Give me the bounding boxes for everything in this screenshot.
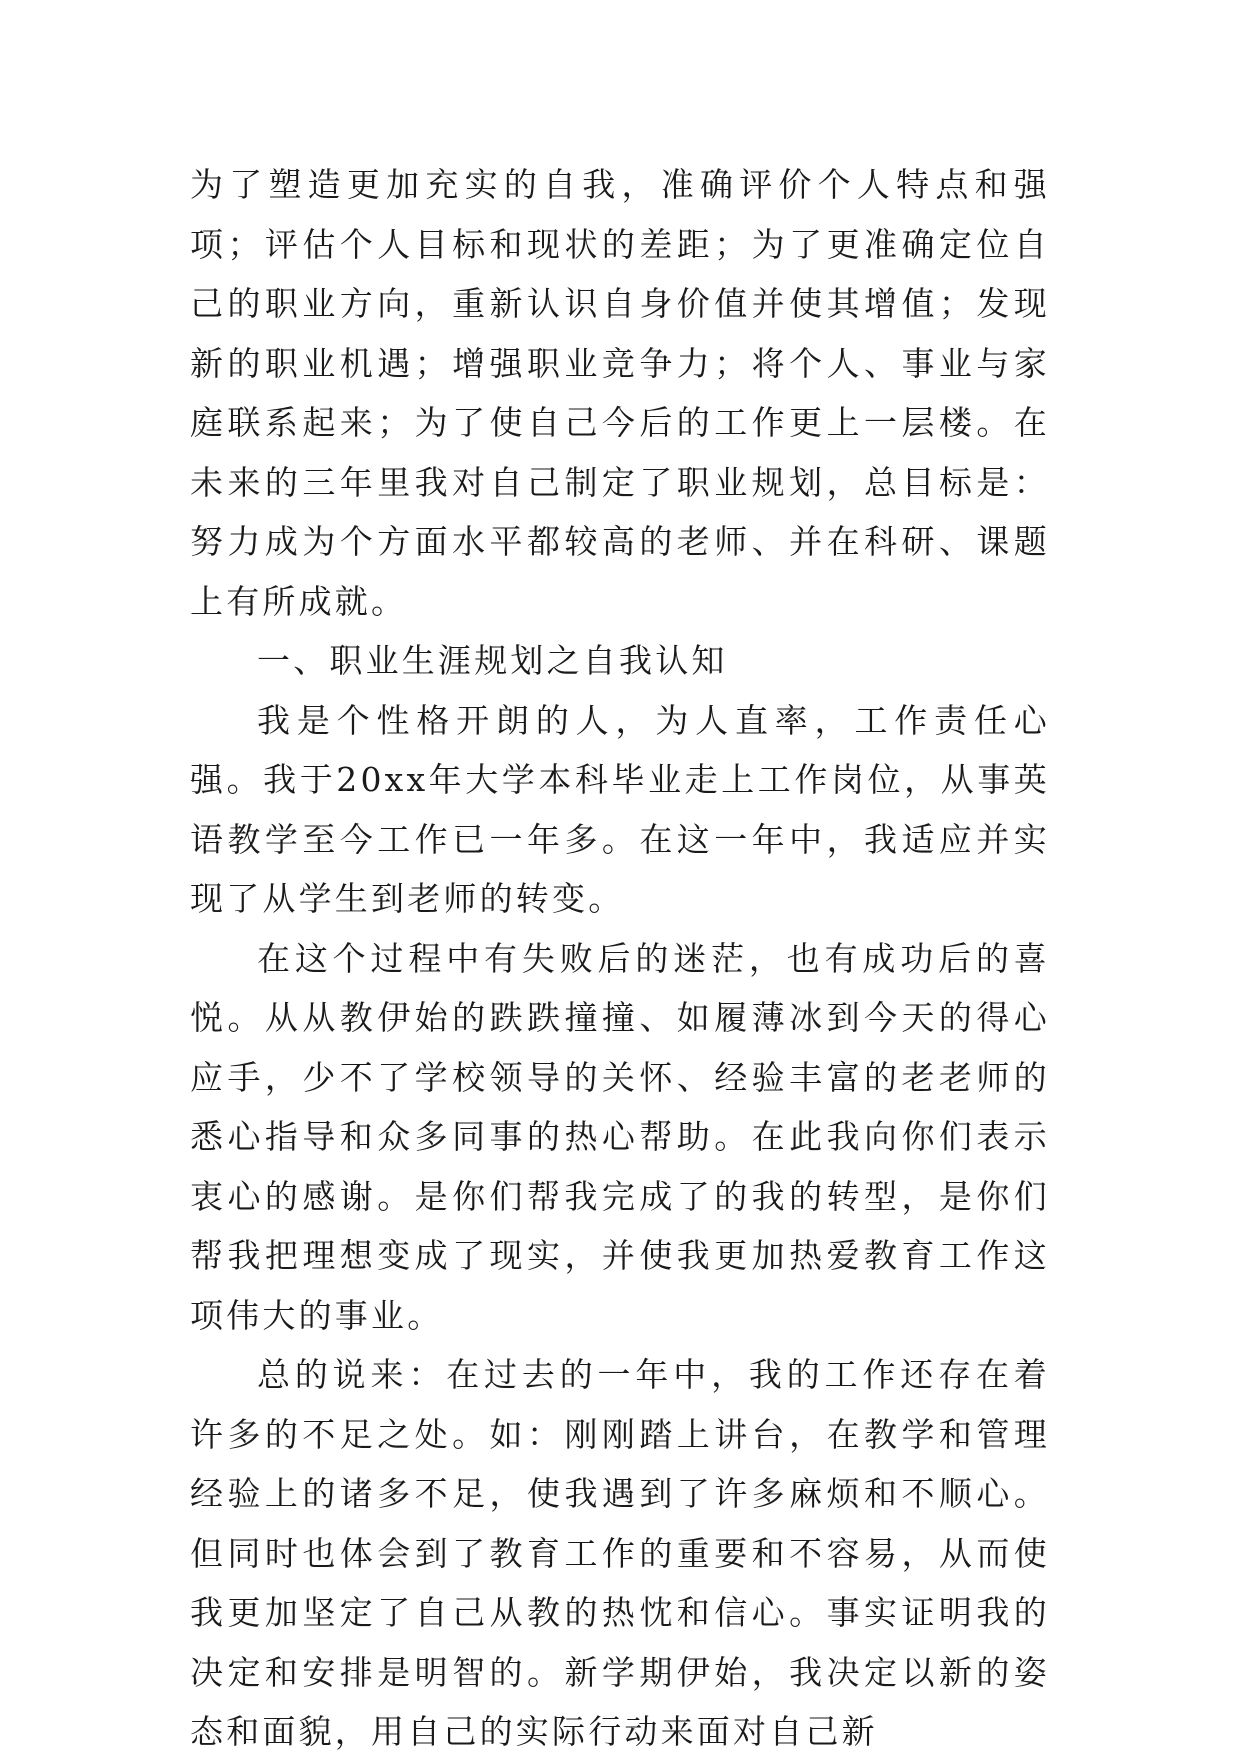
- body-text: [190, 155, 1050, 1762]
- paragraph-gratitude: 在这个过程中有失败后的迷茫，也有成功后的喜悦。从从教伊始的跌跌撞撞、如履薄冰到今天的得心应手，少不了学校领导的关怀、经验丰富的老老师的悉心指导和众多同事的热心帮助。在此我向你们表示衷心的感谢。是你们帮我完成了的我的转型，是你们帮我把理想变成了现实，并使我更加热爱教育工作这项伟大的事业。: [190, 938, 1050, 1335]
- section-heading: 一、职业生涯规划之自我认知: [257, 641, 728, 680]
- paragraph-self-description: 我是个性格开朗的人，为人直率，工作责任心强。我于20xx年大学本科毕业走上工作岗位，从事英语教学至今工作已一年多。在这一年中，我适应并实现了从学生到老师的转变。: [190, 700, 1050, 918]
- paragraph-summary: 总的说来：在过去的一年中，我的工作还存在着许多的不足之处。如：刚刚踏上讲台，在教学和管理经验上的诸多不足，使我遇到了许多麻烦和不顺心。但同时也体会到了教育工作的重要和不容易，从而使我更加坚定了自己从教的热忱和信心。事实证明我的决定和安排是明智的。新学期伊始，我决定以新的姿态和面貌，用自己的实际行动来面对自己新: [190, 1355, 1050, 1751]
- paragraph-intro: 为了塑造更加充实的自我，准确评价个人特点和强项；评估个人目标和现状的差距；为了更准确定位自己的职业方向，重新认识自身价值并使其增值；发现新的职业机遇；增强职业竞争力；将个人、事业与家庭联系起来；为了使自己今后的工作更上一层楼。在未来的三年里我对自己制定了职业规划，总目标是：努力成为个方面水平都较高的老师、并在科研、课题上有所成就。: [190, 165, 1050, 621]
